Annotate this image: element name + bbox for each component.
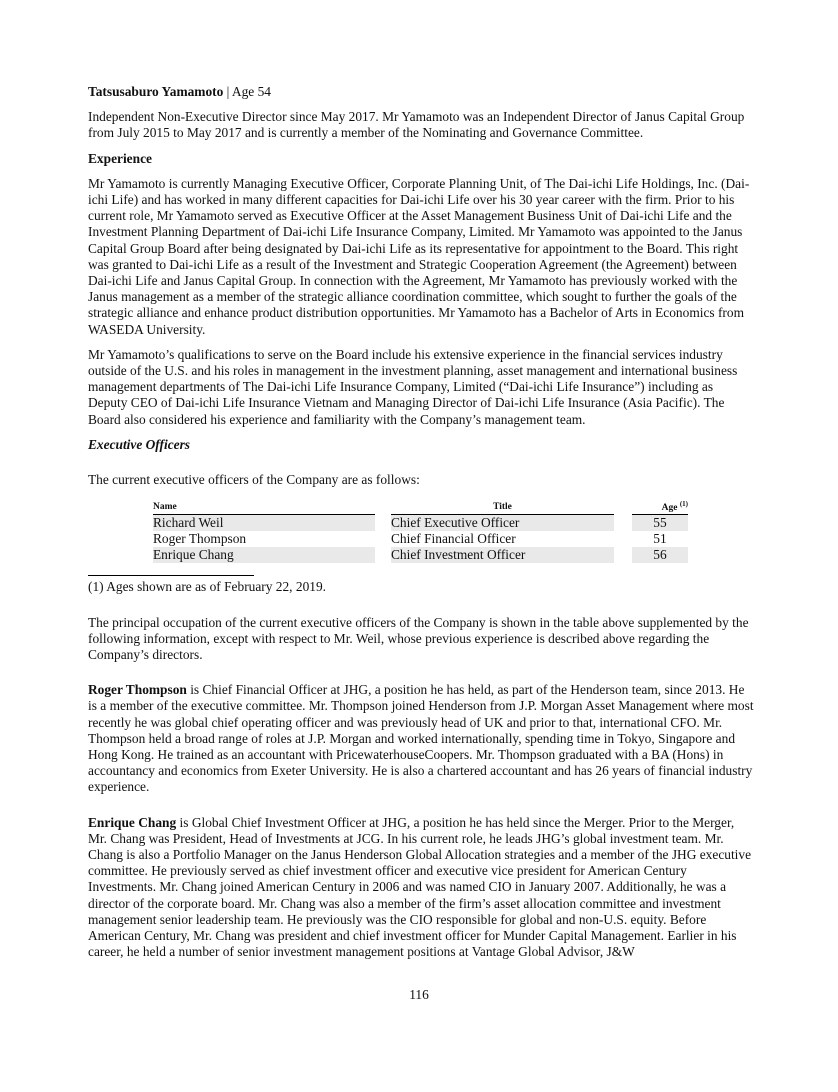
cell-name: Roger Thompson [153,531,247,547]
director-heading [88,84,754,100]
director-intro: Independent Non-Executive Director since May 2017. Mr Yamamoto was an Independent Director of Janus Capital Group from July 2015 to May 2017 and is currently a member of the Nominating and Governance Committee. [88,109,745,141]
cell-title: Chief Financial Officer [391,531,516,547]
bio-text: is Global Chief Investment Officer at JHG, a position he has held since the Merger. Prior to the Merger, Mr. Chang was President, Head of Investments at JCG. In his current role, he leads JHG’s global investment team. Mr. Chang is also a Portfolio Manager on the Janus Henderson Global Allocation strategies and a member of the JHG executive committee. He previously served as chief investment officer and executive vice president for American Century Investments. Mr. Chang joined American Century in 2006 and was named CIO in January 2007. Additionally, he was a director of the corporate board. Mr. Chang was also a member of the firm’s asset allocation committee and investment management senior leadership team. He previously was the CIO responsible for global and non-U.S. equity. Before American Century, Mr. Chang was president and chief investment officer for Munder Capital Management. Earlier in his career, he held a number of senior investment management positions at Vantage Global Advisor, J&W [88,814,752,960]
header-age [632,500,688,515]
principal-occupation-paragraph: The principal occupation of the current executive officers of the Company is shown in the table above supplemented by the following information, except with respect to Mr. Weil, whose previous experience is described above regarding the Company’s directors. [88,614,749,663]
page-number: 116 [409,987,429,1002]
executive-officers-intro: The current executive officers of the Company are as follows: [88,472,420,488]
bio-roger-thompson [88,682,754,795]
cell-title: Chief Investment Officer [391,547,614,563]
header-title: Title [391,500,614,515]
footnote-divider [88,575,254,576]
table-row [153,547,688,563]
table-row [153,531,688,547]
director-age: | Age 54 [223,84,271,99]
header-age-label: Age [661,503,678,514]
executive-officers-heading: Executive Officers [88,436,191,452]
experience-heading: Experience [88,150,152,166]
cell-age: 56 [632,547,688,563]
bio-name: Roger Thompson [88,682,187,698]
cell-title: Chief Executive Officer [391,515,614,532]
cell-age: 51 [653,531,667,547]
executive-officers-table [153,500,688,563]
table-row [153,515,688,532]
cell-name: Enrique Chang [153,547,375,563]
bio-text: is Chief Financial Officer at JHG, a position he has held, as part of the Henderson team, since 2013. He is a member of the executive committee. Mr. Thompson joined Henderson from J.P. Morgan Asset Management where most recently he was global chief operating officer and was previously head of UK and prior to that, international CFO. Mr. Thompson held a broad range of roles at J.P. Morgan and worked internationally, spending time in Tokyo, Singapore and Hong Kong. He trained as an accountant with PricewaterhouseCoopers. Mr. Thompson graduated with a BA (Hons) in accountancy and economics from Exeter University. He is also a chartered accountant and has 26 years of financial industry experience. [88,682,754,795]
cell-name: Richard Weil [153,515,375,532]
document-page [88,84,754,960]
cell-age: 55 [632,515,688,532]
qualifications-paragraph: Mr Yamamoto’s qualifications to serve on the Board include his extensive experience in the financial services industry outside of the U.S. and his roles in management in the investment planning, asset management and international business management departments of The Dai-ichi Life Insurance Company, Limited (“Dai-ichi Life Insurance”) including as Deputy CEO of Dai-ichi Life Insurance Vietnam and Managing Director of Dai-ichi Life Insurance (Asia Pacific). The Board also considered his experience and familiarity with the Company’s management team. [88,346,738,427]
footnote: (1) Ages shown are as of February 22, 2019. [88,579,327,595]
director-name: Tatsusaburo Yamamoto [88,84,224,99]
age-footnote-mark: (1) [679,500,688,509]
header-name: Name [153,500,375,515]
bio-name: Enrique Chang [88,814,177,830]
bio-enrique-chang [88,815,754,961]
experience-paragraph: Mr Yamamoto is currently Managing Executive Officer, Corporate Planning Unit, of The Dai-ichi Life Holdings, Inc. (Dai-ichi Life) and has worked in many different capacities for Dai-ichi Life over his 30 year career with the firm. Prior to his current role, Mr Yamamoto served as Executive Officer at the Asset Management Business Unit of Dai-ichi Life and the Investment Planning Department of Dai-ichi Life Insurance Company, Limited. Mr Yamamoto was appointed to the Janus Capital Group Board after being designated by Dai-ichi Life as its representative for appointment to the Board. This right was granted to Dai-ichi Life as a result of the Investment and Strategic Cooperation Agreement (the Agreement) between Dai-ichi Life and Janus Capital Group. In connection with the Agreement, Mr Yamamoto has previously worked with the Janus management as a member of the strategic alliance coordination committee, which sought to further the goals of the strategic alliance and enhance product distribution opportunities. Mr Yamamoto has a Bachelor of Arts in Economics from WASEDA University. [88,175,750,337]
table-header-row [153,500,688,515]
